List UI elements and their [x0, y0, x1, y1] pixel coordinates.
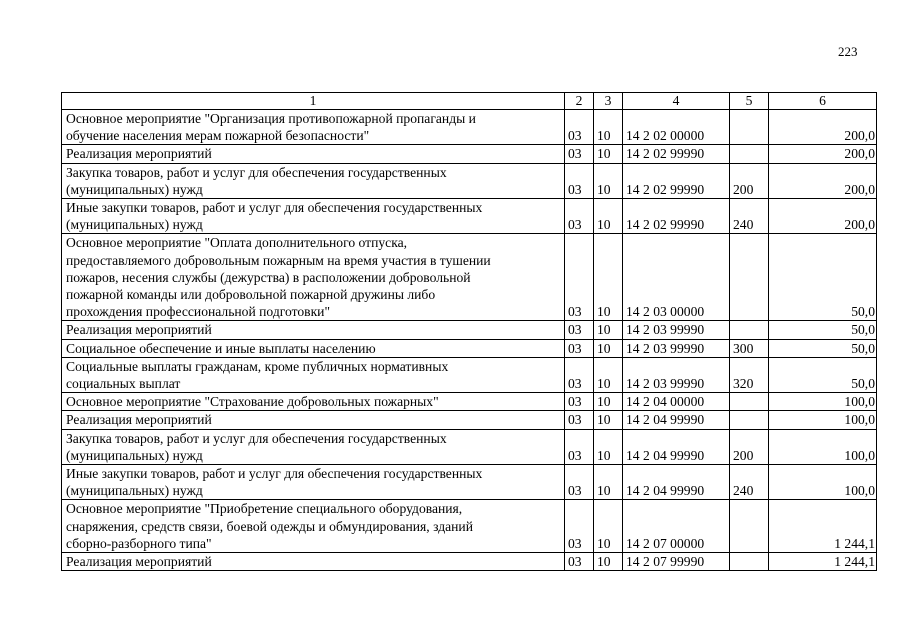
- page-number: 223: [838, 44, 858, 59]
- row-section-cell: 03: [565, 357, 594, 392]
- row-section-cell: 03: [565, 339, 594, 357]
- table-row: [62, 411, 877, 429]
- row-name-cell: Основное мероприятие "Оплата дополнительного отпуска, предоставляемого добровольным пожарным на время участия в тушении пожаров, несения службы (дежурства) в расположении добровольной пожарной команды или добровольной пожарной дружины либо прохождения профессиональной подготовки": [62, 234, 565, 321]
- header-cell-6: 6: [769, 93, 877, 110]
- table-row: [62, 553, 877, 571]
- table-row: [62, 199, 877, 234]
- row-expense-type-cell: 240: [730, 199, 769, 234]
- table-row: [62, 500, 877, 553]
- row-expense-type-cell: [730, 553, 769, 571]
- row-subsection-cell: 10: [594, 500, 623, 553]
- row-expense-type-cell: 320: [730, 357, 769, 392]
- row-amount-cell: 50,0: [769, 321, 877, 339]
- row-expense-type-cell: [730, 234, 769, 321]
- header-cell-2: 2: [565, 93, 594, 110]
- table-row: [62, 321, 877, 339]
- row-amount-cell: 50,0: [769, 357, 877, 392]
- row-name-cell: Реализация мероприятий: [62, 411, 565, 429]
- row-target-article-cell: 14 2 04 00000: [623, 393, 730, 411]
- row-subsection-cell: 10: [594, 199, 623, 234]
- table-row: [62, 339, 877, 357]
- row-amount-cell: 50,0: [769, 234, 877, 321]
- row-subsection-cell: 10: [594, 339, 623, 357]
- row-expense-type-cell: [730, 411, 769, 429]
- row-amount-cell: 100,0: [769, 465, 877, 500]
- row-name-cell: Иные закупки товаров, работ и услуг для обеспечения государственных (муниципальных) нужд: [62, 199, 565, 234]
- row-expense-type-cell: 200: [730, 429, 769, 464]
- table-row: [62, 393, 877, 411]
- table-row: [62, 357, 877, 392]
- row-name-cell: Реализация мероприятий: [62, 553, 565, 571]
- table-row: [62, 234, 877, 321]
- row-expense-type-cell: [730, 393, 769, 411]
- row-target-article-cell: 14 2 02 99990: [623, 199, 730, 234]
- header-cell-5: 5: [730, 93, 769, 110]
- row-expense-type-cell: 300: [730, 339, 769, 357]
- row-target-article-cell: 14 2 04 99990: [623, 411, 730, 429]
- row-target-article-cell: 14 2 04 99990: [623, 429, 730, 464]
- row-target-article-cell: 14 2 07 00000: [623, 500, 730, 553]
- row-amount-cell: 100,0: [769, 411, 877, 429]
- row-section-cell: 03: [565, 234, 594, 321]
- row-section-cell: 03: [565, 393, 594, 411]
- row-section-cell: 03: [565, 321, 594, 339]
- row-name-cell: Реализация мероприятий: [62, 321, 565, 339]
- row-amount-cell: 200,0: [769, 110, 877, 145]
- row-expense-type-cell: [730, 110, 769, 145]
- row-target-article-cell: 14 2 03 99990: [623, 339, 730, 357]
- table-row: [62, 163, 877, 198]
- table-row: [62, 110, 877, 145]
- row-subsection-cell: 10: [594, 145, 623, 163]
- row-section-cell: 03: [565, 163, 594, 198]
- header-cell-1: 1: [62, 93, 565, 110]
- row-section-cell: 03: [565, 465, 594, 500]
- row-name-cell: Основное мероприятие "Приобретение специального оборудования, снаряжения, средств связи, боевой одежды и обмундирования, зданий сборно-разборного типа": [62, 500, 565, 553]
- row-amount-cell: 100,0: [769, 429, 877, 464]
- row-name-cell: Закупка товаров, работ и услуг для обеспечения государственных (муниципальных) нужд: [62, 429, 565, 464]
- row-name-cell: Социальное обеспечение и иные выплаты населению: [62, 339, 565, 357]
- row-section-cell: 03: [565, 145, 594, 163]
- row-subsection-cell: 10: [594, 321, 623, 339]
- row-subsection-cell: 10: [594, 110, 623, 145]
- row-expense-type-cell: [730, 321, 769, 339]
- row-expense-type-cell: 200: [730, 163, 769, 198]
- row-section-cell: 03: [565, 199, 594, 234]
- header-cell-4: 4: [623, 93, 730, 110]
- row-section-cell: 03: [565, 500, 594, 553]
- row-target-article-cell: 14 2 02 99990: [623, 163, 730, 198]
- budget-table: [61, 92, 877, 571]
- row-amount-cell: 200,0: [769, 145, 877, 163]
- table-row: [62, 429, 877, 464]
- row-amount-cell: 50,0: [769, 339, 877, 357]
- row-name-cell: Закупка товаров, работ и услуг для обеспечения государственных (муниципальных) нужд: [62, 163, 565, 198]
- row-name-cell: Реализация мероприятий: [62, 145, 565, 163]
- row-amount-cell: 200,0: [769, 199, 877, 234]
- row-name-cell: Социальные выплаты гражданам, кроме публичных нормативных социальных выплат: [62, 357, 565, 392]
- row-subsection-cell: 10: [594, 429, 623, 464]
- row-section-cell: 03: [565, 411, 594, 429]
- row-target-article-cell: 14 2 03 00000: [623, 234, 730, 321]
- row-section-cell: 03: [565, 110, 594, 145]
- row-target-article-cell: 14 2 04 99990: [623, 465, 730, 500]
- row-expense-type-cell: 240: [730, 465, 769, 500]
- row-subsection-cell: 10: [594, 553, 623, 571]
- row-amount-cell: 200,0: [769, 163, 877, 198]
- row-expense-type-cell: [730, 500, 769, 553]
- row-target-article-cell: 14 2 03 99990: [623, 357, 730, 392]
- row-subsection-cell: 10: [594, 411, 623, 429]
- row-subsection-cell: 10: [594, 393, 623, 411]
- row-subsection-cell: 10: [594, 357, 623, 392]
- row-target-article-cell: 14 2 03 99990: [623, 321, 730, 339]
- row-target-article-cell: 14 2 02 99990: [623, 145, 730, 163]
- row-expense-type-cell: [730, 145, 769, 163]
- header-cell-3: 3: [594, 93, 623, 110]
- row-amount-cell: 1 244,1: [769, 553, 877, 571]
- row-section-cell: 03: [565, 553, 594, 571]
- row-amount-cell: 1 244,1: [769, 500, 877, 553]
- row-subsection-cell: 10: [594, 234, 623, 321]
- row-name-cell: Основное мероприятие "Организация противопожарной пропаганды и обучение населения мерам пожарной безопасности": [62, 110, 565, 145]
- row-amount-cell: 100,0: [769, 393, 877, 411]
- header-row: [62, 93, 877, 110]
- row-section-cell: 03: [565, 429, 594, 464]
- table-row: [62, 145, 877, 163]
- row-name-cell: Иные закупки товаров, работ и услуг для обеспечения государственных (муниципальных) нужд: [62, 465, 565, 500]
- row-target-article-cell: 14 2 07 99990: [623, 553, 730, 571]
- row-target-article-cell: 14 2 02 00000: [623, 110, 730, 145]
- row-subsection-cell: 10: [594, 163, 623, 198]
- row-subsection-cell: 10: [594, 465, 623, 500]
- row-name-cell: Основное мероприятие "Страхование добровольных пожарных": [62, 393, 565, 411]
- table-row: [62, 465, 877, 500]
